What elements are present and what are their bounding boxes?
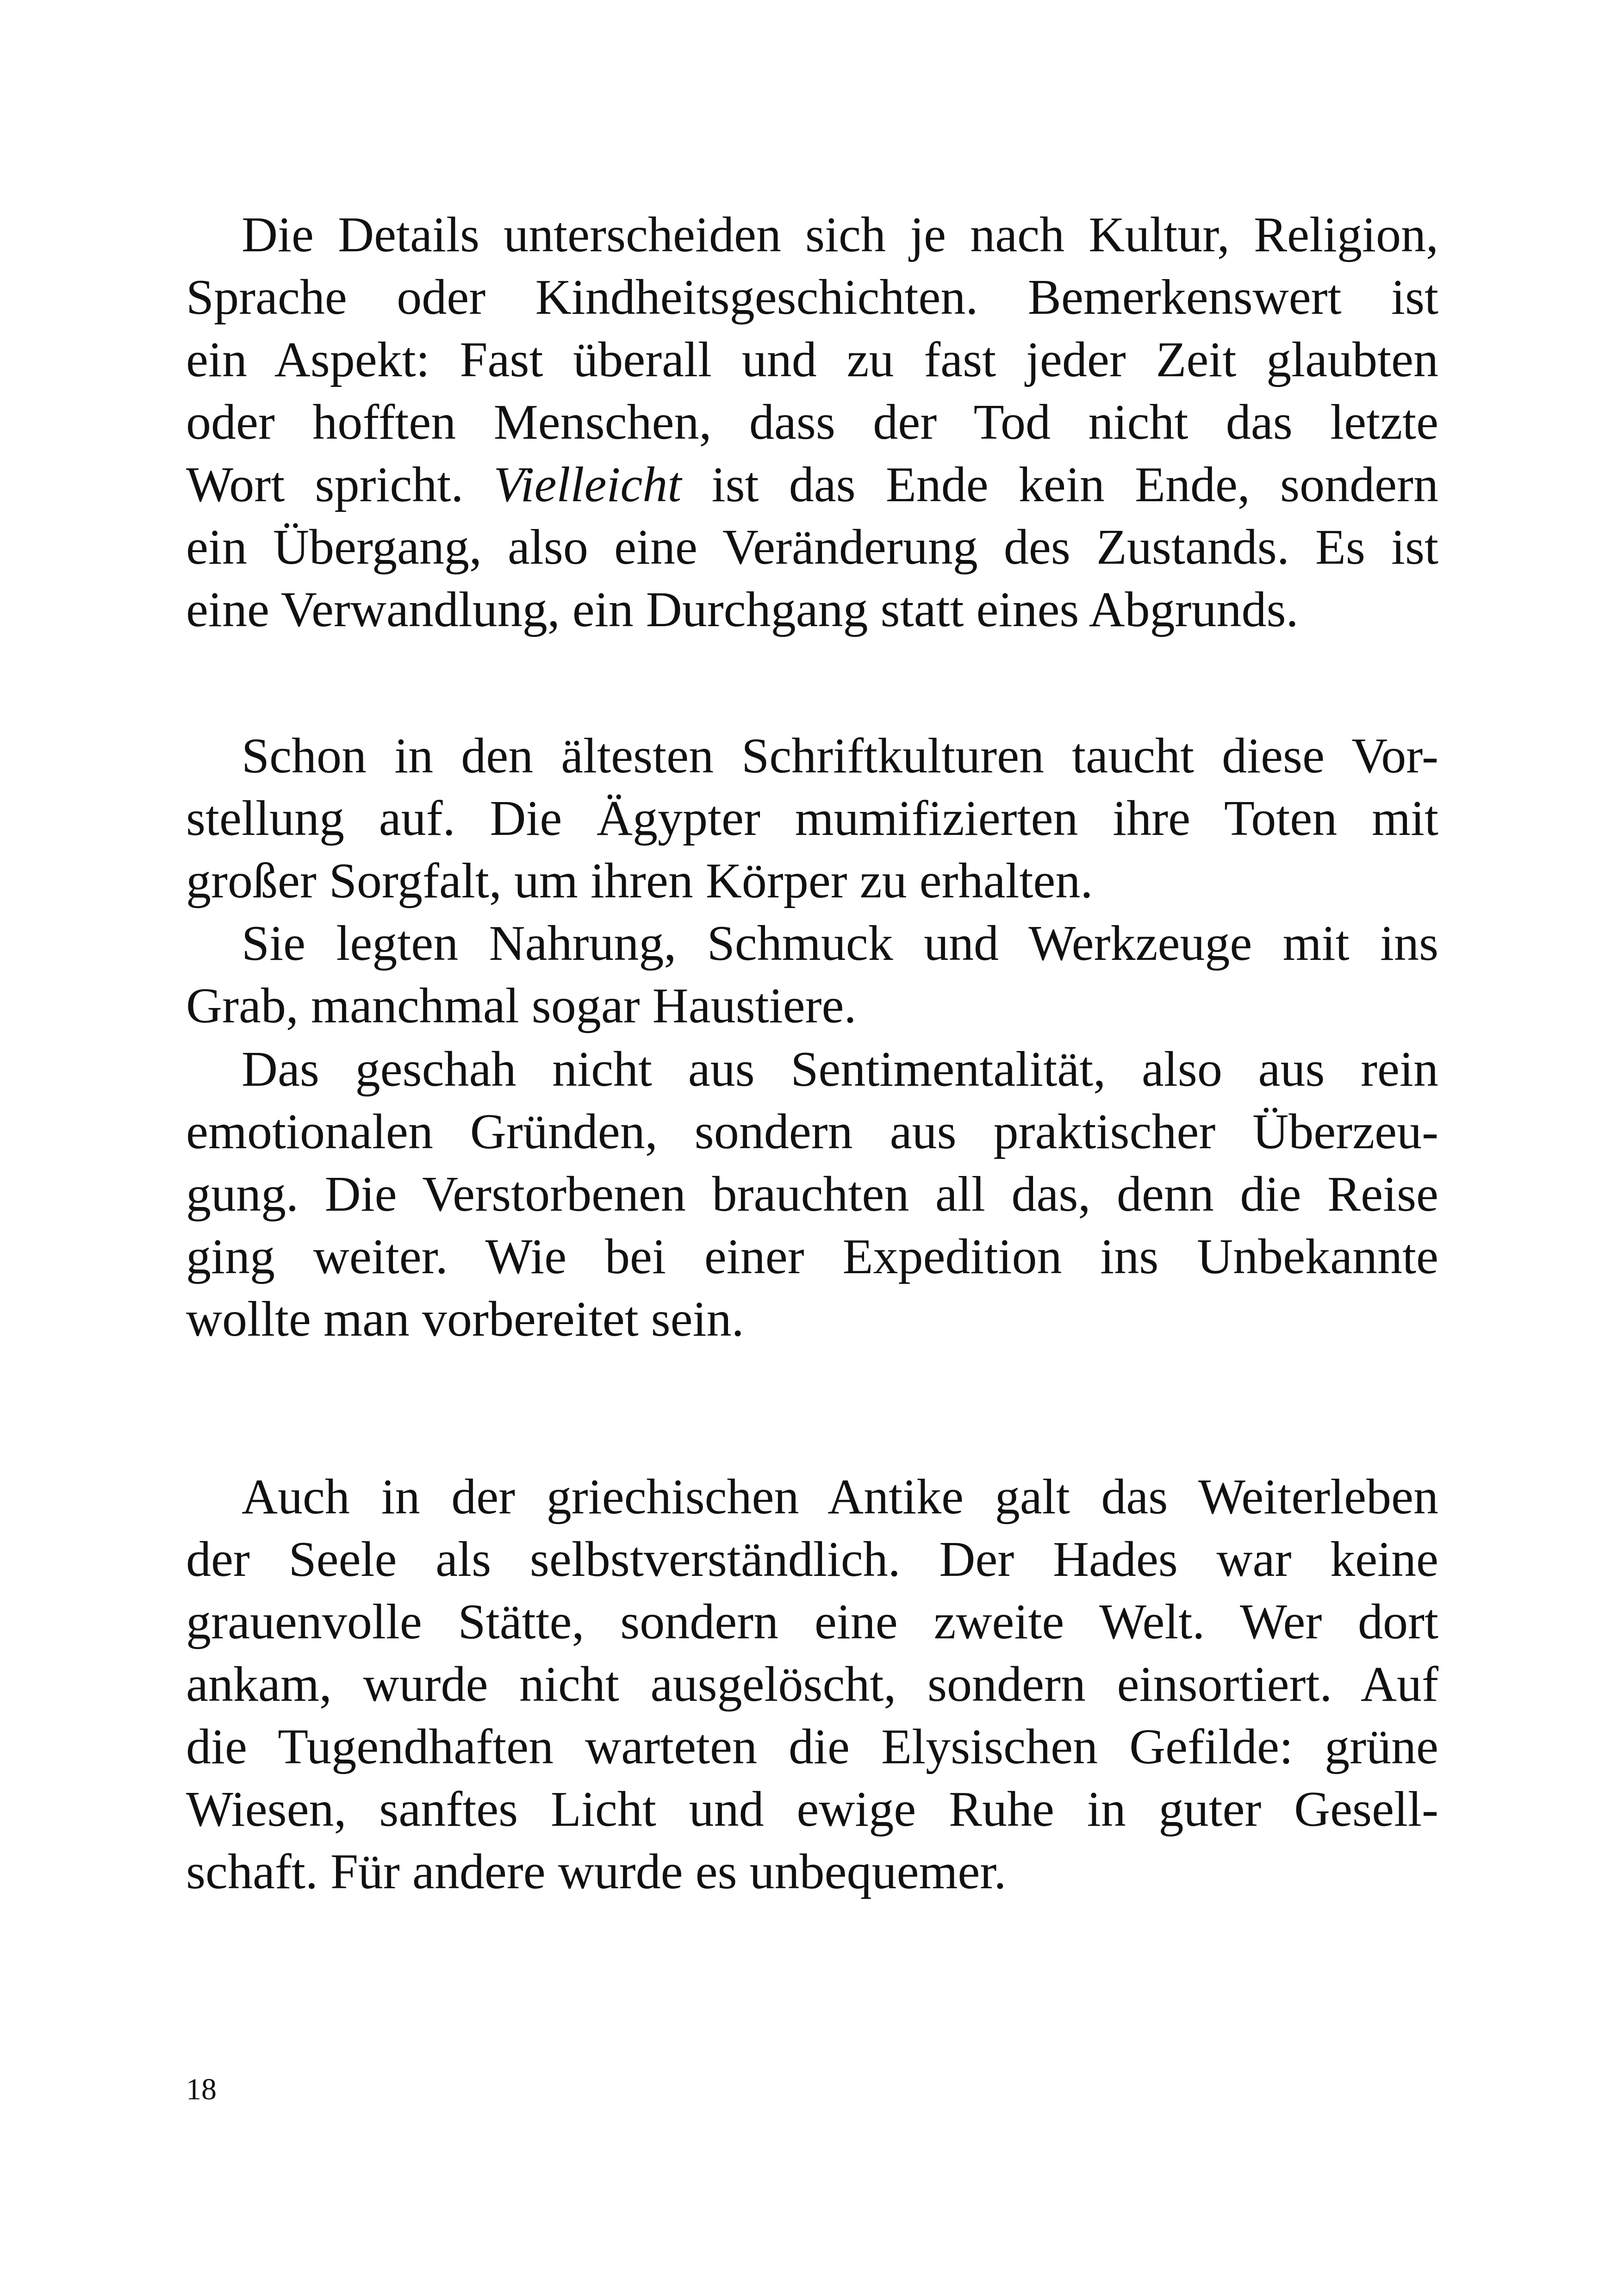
text-line: ankam, wurde nicht ausgelöscht, sondern einsortiert. Auf — [186, 1657, 1438, 1712]
text-line: ging weiter. Wie bei einer Expedition ins Unbekannte — [186, 1229, 1438, 1284]
text-line: Grab, manchmal sogar Haustiere. — [186, 978, 857, 1033]
text-line: Sie legten Nahrung, Schmuck und Werkzeuge mit ins — [242, 916, 1438, 971]
page-number: 18 — [186, 2072, 217, 2106]
text-line: der Seele als selbstverständlich. Der Hades war keine — [186, 1532, 1438, 1587]
text-line: Sprache oder Kindheitsgeschichten. Bemerkenswert ist — [186, 270, 1438, 325]
text-line: oder hofften Menschen, dass der Tod nicht das letzte — [186, 395, 1438, 450]
text-line: gung. Die Verstorbenen brauchten all das, denn die Reise — [186, 1167, 1438, 1222]
text-line: schaft. Für andere wurde es unbequemer. — [186, 1844, 1007, 1899]
text-line: Schon in den ältesten Schriftkulturen taucht diese Vor- — [242, 728, 1438, 784]
text-line: Auch in der griechischen Antike galt das Weiterleben — [242, 1469, 1438, 1524]
text-line — [186, 454, 1438, 516]
text-line: ein Übergang, also eine Veränderung des Zustands. Es ist — [186, 520, 1438, 575]
text-line: Wiesen, sanftes Licht und ewige Ruhe in guter Gesell- — [186, 1782, 1438, 1837]
text-line: großer Sorgfalt, um ihren Körper zu erhalten. — [186, 853, 1093, 908]
text-line: Das geschah nicht aus Sentimentalität, also aus rein — [242, 1042, 1438, 1097]
text-line: grauenvolle Stätte, sondern eine zweite Welt. Wer dort — [186, 1594, 1438, 1649]
text-line: ein Aspekt: Fast überall und zu fast jeder Zeit glaubten — [186, 332, 1438, 387]
text-line: Die Details unterscheiden sich je nach Kultur, Religion, — [242, 207, 1438, 262]
text-line: stellung auf. Die Ägypter mumifizierten ihre Toten mit — [186, 791, 1438, 846]
text-line: wollte man vorbereitet sein. — [186, 1292, 744, 1347]
text-run: ist das Ende kein Ende, sondern — [681, 457, 1438, 512]
text-run: Wort spricht. — [186, 457, 494, 512]
text-line: emotionalen Gründen, sondern aus praktischer Überzeu- — [186, 1104, 1438, 1159]
text-line: die Tugendhaften warteten die Elysischen Gefilde: grüne — [186, 1719, 1438, 1774]
text-line: eine Verwandlung, ein Durchgang statt eines Abgrunds. — [186, 582, 1299, 637]
italic-emphasis: Vielleicht — [493, 457, 682, 512]
